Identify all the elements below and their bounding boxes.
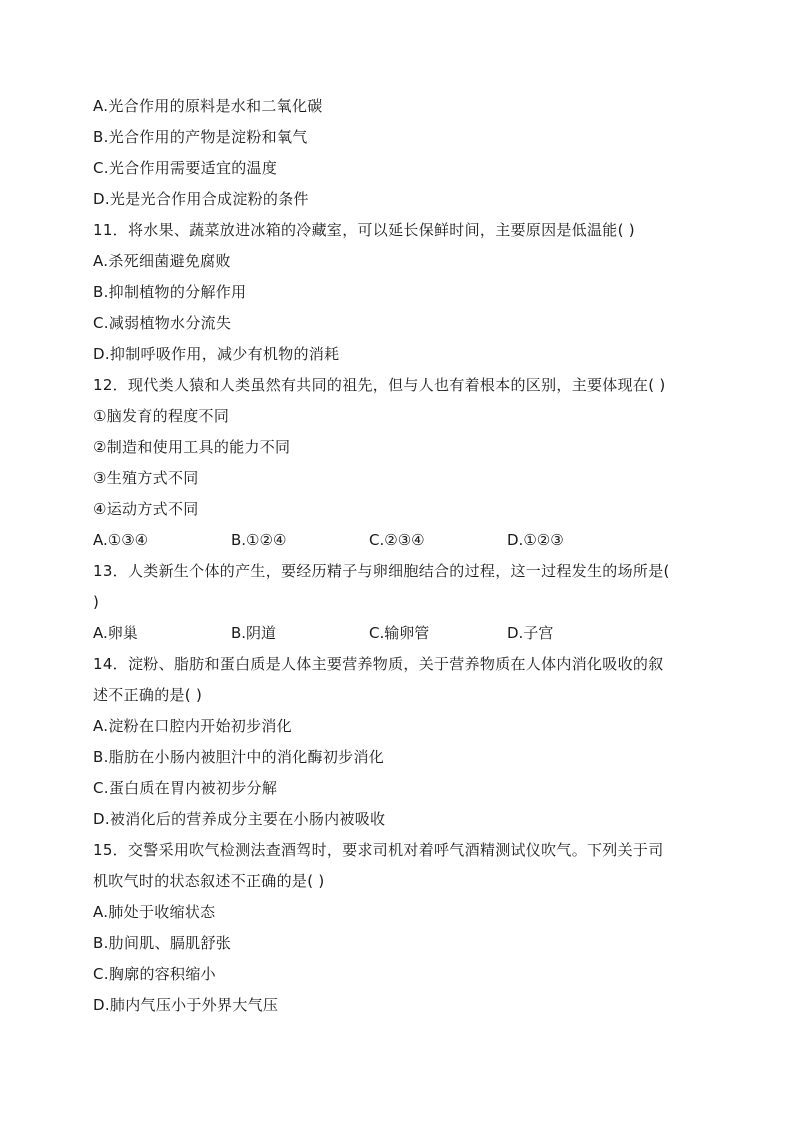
q15-option-c: C.胸廓的容积缩小 (93, 965, 216, 983)
q12-item-2: ②制造和使用工具的能力不同 (93, 438, 291, 456)
q15-option-d: D.肺内气压小于外界大气压 (93, 996, 279, 1014)
q11-option-d: D.抑制呼吸作用，减少有机物的消耗 (93, 345, 340, 363)
q11-stem: 11．将水果、蔬菜放进冰箱的冷藏室，可以延长保鲜时间，主要原因是低温能( ) (93, 221, 635, 239)
q15-option-b: B.肋间肌、膈肌舒张 (93, 934, 232, 952)
q15-option-a: A.肺处于收缩状态 (93, 903, 216, 921)
q10-option-d: D.光是光合作用合成淀粉的条件 (93, 190, 309, 208)
q11-option-b: B.抑制植物的分解作用 (93, 283, 247, 301)
q13-option-c: C.输卵管 (369, 624, 430, 642)
q12-option-d: D.①②③ (507, 531, 564, 549)
q12-options-row (93, 525, 713, 556)
q10-option-a: A.光合作用的原料是水和二氧化碳 (93, 97, 323, 115)
q12-option-a: A.①③④ (93, 531, 149, 549)
q12-stem: 12．现代类人猿和人类虽然有共同的祖先，但与人也有着根本的区别，主要体现在( ) (93, 376, 666, 394)
q13-option-d: D.子宫 (507, 624, 554, 642)
q14-option-b: B.脂肪在小肠内被胆汁中的消化酶初步消化 (93, 748, 385, 766)
q12-item-4: ④运动方式不同 (93, 500, 199, 518)
q13-options-row (93, 618, 713, 649)
q13-stem-continued: ) (93, 593, 100, 611)
q14-stem-continued: 述不正确的是( ) (93, 686, 203, 704)
q12-option-b: B.①②④ (231, 531, 287, 549)
q14-stem: 14．淀粉、脂肪和蛋白质是人体主要营养物质，关于营养物质在人体内消化吸收的叙 (93, 655, 664, 673)
q14-option-a: A.淀粉在口腔内开始初步消化 (93, 717, 292, 735)
q13-option-a: A.卵巢 (93, 624, 138, 642)
q10-option-c: C.光合作用需要适宜的温度 (93, 159, 278, 177)
q15-stem: 15．交警采用吹气检测法查酒驾时，要求司机对着呼气酒精测试仪吹气。下列关于司 (93, 841, 664, 859)
q11-option-c: C.减弱植物水分流失 (93, 314, 232, 332)
q12-item-1: ①脑发育的程度不同 (93, 407, 230, 425)
q10-option-b: B.光合作用的产物是淀粉和氧气 (93, 128, 308, 146)
exam-page (93, 91, 713, 1021)
q14-option-d: D.被消化后的营养成分主要在小肠内被吸收 (93, 810, 386, 828)
q11-option-a: A.杀死细菌避免腐败 (93, 252, 231, 270)
q14-option-c: C.蛋白质在胃内被初步分解 (93, 779, 278, 797)
q12-option-c: C.②③④ (369, 531, 425, 549)
q12-item-3: ③生殖方式不同 (93, 469, 199, 487)
q15-stem-continued: 机吹气时的状态叙述不正确的是( ) (93, 872, 325, 890)
q13-option-b: B.阴道 (231, 624, 277, 642)
q13-stem: 13．人类新生个体的产生，要经历精子与卵细胞结合的过程，这一过程发生的场所是( (93, 562, 670, 580)
